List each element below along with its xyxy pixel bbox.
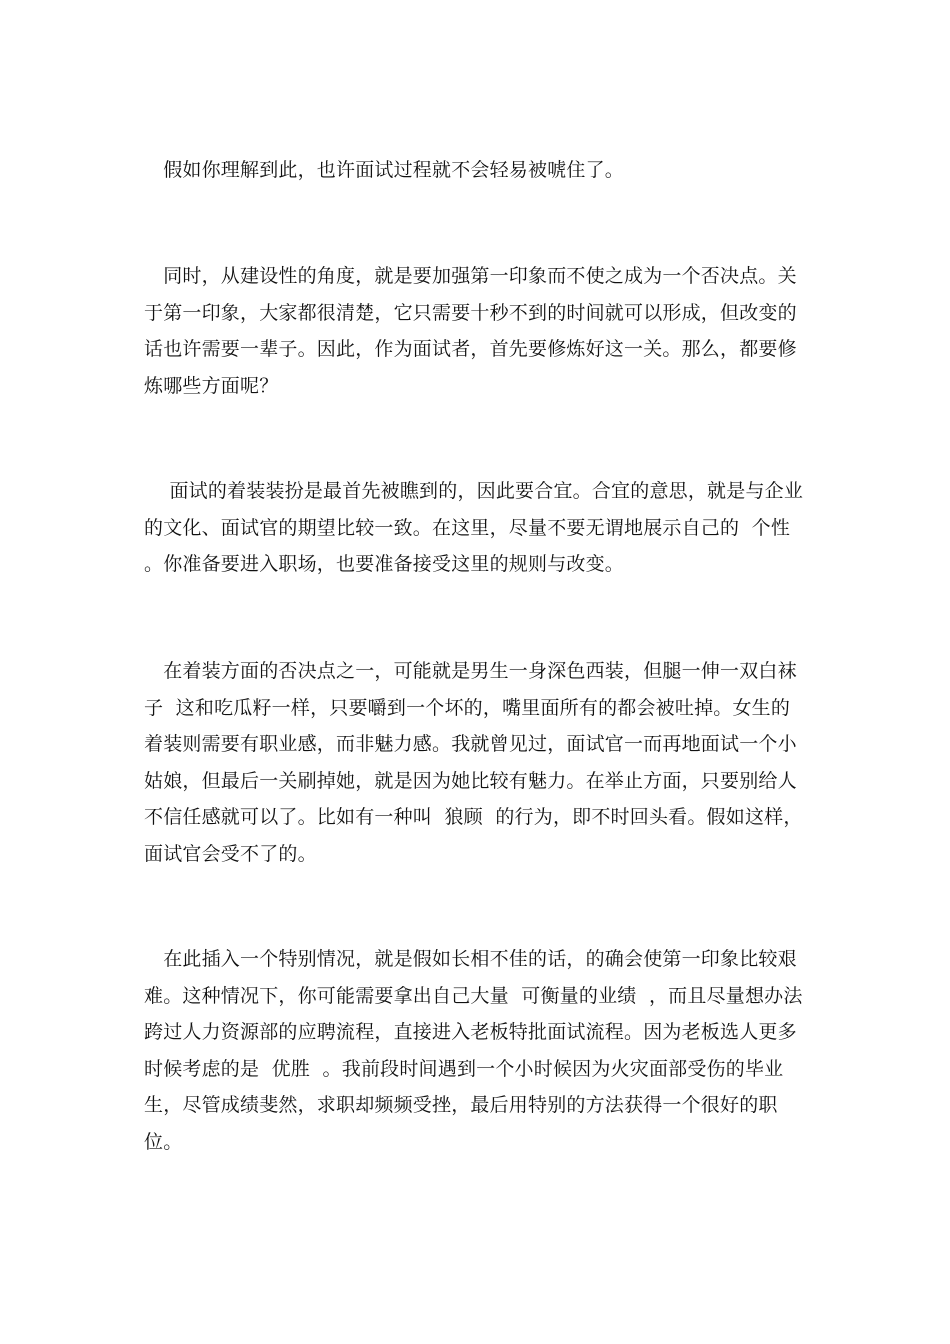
paragraph-2: 同时，从建设性的角度，就是要加强第一印象而不使之成为一个否决点。关于第一印象，大家都很清楚，它只需要十秒不到的时间就可以形成，但改变的话也许需要一辈子。因此，作为面试者，首先要修炼好这一关。那么，都要修炼哪些方面呢？ — [144, 265, 797, 397]
paragraph-5: 在此插入一个特别情况，就是假如长相不佳的话，的确会使第一印象比较艰难。这种情况下，你可能需要拿出自己大量 可衡量的业绩 ，而且尽量想办法跨过人力资源部的应聘流程，直接进入老板特批面试流程。因为老板选人更多时候考虑的是 优胜 。我前段时间遇到一个小时候因为火灾面部受伤的毕业生，尽管成绩斐然，求职却频频受挫，最后用特别的方法获得一个很好的职位。 — [144, 948, 803, 1153]
paragraph-1: 假如你理解到此，也许面试过程就不会轻易被唬住了。 — [144, 159, 625, 181]
paragraph-3: 面试的着装装扮是最首先被瞧到的，因此要合宜。合宜的意思，就是与企业的文化、面试官的期望比较一致。在这里，尽量不要无谓地展示自己的 个性 。你准备要进入职场，也要准备接受这里的规则与改变。 — [144, 480, 804, 575]
paragraph-4: 在着装方面的否决点之一，可能就是男生一身深色西装，但腿一伸一双白袜子 这和吃瓜籽一样，只要嚼到一个坏的，嘴里面所有的都会被吐掉。女生的着装则需要有职业感，而非魅力感。我就曾见过，面试官一而再地面试一个小姑娘，但最后一关刷掉她，就是因为她比较有魅力。在举止方面，只要别给人不信任感就可以了。比如有一种叫 狼顾 的行为，即不时回头看。假如这样，面试官会受不了的。 — [144, 660, 803, 865]
